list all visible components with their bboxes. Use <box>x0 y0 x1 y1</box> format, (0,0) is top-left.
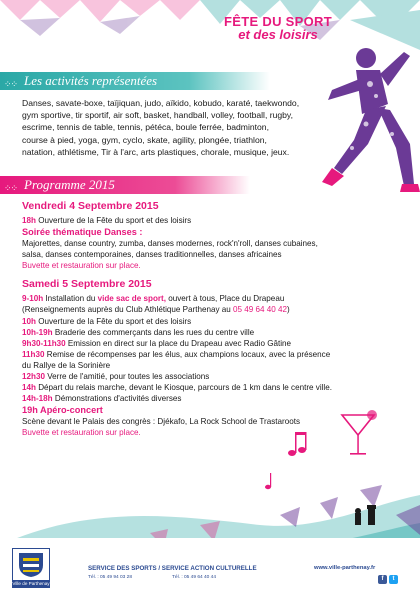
time-label: 14h <box>22 383 36 393</box>
apero-label: Apéro-concert <box>37 405 103 416</box>
phone-sports: Tél. : 05 49 94 03 28 <box>88 575 133 580</box>
friday-title: Vendredi 4 Septembre 2015 <box>22 200 159 212</box>
activities-line: Danses, savate-boxe, taïjiquan, judo, aïkido, kobudo, karaté, taekwondo, <box>22 98 300 108</box>
info-phone: 05 49 64 40 42 <box>233 305 288 315</box>
vide-sac-highlight: vide sac de sport, <box>97 294 166 304</box>
time-label: 14h-18h <box>22 394 53 404</box>
phone-culture: Tél. : 05 49 64 40 44 <box>172 575 217 580</box>
rallye-line: du Rallye de la Sorinière <box>22 360 111 370</box>
twitter-icon[interactable]: t <box>389 575 398 584</box>
schedule-item <box>22 316 402 327</box>
city-crest-icon <box>13 549 49 579</box>
dots-icon: ⁘⁘ <box>4 183 18 193</box>
activities-heading-text: Les activités représentées <box>24 73 158 88</box>
saturday-title: Samedi 5 Septembre 2015 <box>22 278 152 291</box>
schedule-item <box>22 327 402 338</box>
cocktail-icon <box>342 410 377 455</box>
event-text: Démonstrations d'activités diverses <box>52 394 182 404</box>
schedule-item <box>22 338 402 349</box>
program-heading <box>0 176 250 194</box>
event-logo-line2: et des loisirs <box>238 27 318 42</box>
time-label: 9h30-11h30 <box>22 338 66 348</box>
activities-list <box>22 97 334 158</box>
facebook-icon[interactable]: f <box>378 575 387 584</box>
event-logo-line1: FÊTE DU SPORT <box>224 14 332 29</box>
music-note-icon <box>265 473 271 489</box>
activities-line: escrime, tennis de table, tennis, pétéca, boule ferrée, badminton, <box>22 122 269 133</box>
dots-icon: ⁘⁘ <box>4 79 18 89</box>
website-link[interactable]: www.ville-parthenay.fr <box>314 565 376 571</box>
time-label: 9-10h <box>22 294 44 304</box>
service-name: SERVICE DES SPORTS / SERVICE ACTION CULTURELLE <box>88 565 257 572</box>
music-note-icon <box>288 432 307 456</box>
event-text: Ouverture de la Fête du sport et des loisirs <box>35 316 192 326</box>
activities-heading <box>0 72 270 90</box>
friday-opening <box>22 215 402 226</box>
schedule-item <box>22 371 402 382</box>
info-line <box>22 304 402 315</box>
time-label: 10h-19h <box>22 327 53 337</box>
schedule-item <box>22 382 402 393</box>
event-text: Emission en direct sur la place du Drapeau avec Radio Gâtine <box>65 338 292 348</box>
time-label: 10h <box>22 316 36 326</box>
event-text: Verre de l'amitié, pour toutes les associations <box>44 372 210 382</box>
program-heading-text: Programme 2015 <box>24 177 115 192</box>
city-logo-label: Ville de Parthenay <box>12 581 50 586</box>
concert-line: Scène devant le Palais des congrès : Djékafo, La Rock School de Trastaroots <box>22 417 301 427</box>
soiree-title: Soirée thématique Danses : <box>22 227 143 238</box>
friday-buvette: Buvette et restauration sur place. <box>22 261 141 271</box>
activities-line: gym sportive, tir sportif, air soft, basket, handball, volley, football, rugby, <box>22 110 293 121</box>
saturday-buvette: Buvette et restauration sur place. <box>22 428 141 438</box>
event-text: Remise de récompenses par les élus, aux champions locaux, avec la présence <box>44 349 331 359</box>
event-text: Ouverture de la Fête du sport et des loisirs <box>35 216 192 225</box>
time-label: 12h30 <box>22 372 45 382</box>
time-label: 18h <box>22 216 36 225</box>
event-text: ouvert à tous, Place du Drapeau <box>165 294 285 304</box>
time-label: 19h <box>22 405 38 416</box>
time-label: 11h30 <box>22 349 45 359</box>
event-logo <box>208 14 348 42</box>
schedule-item <box>22 349 402 360</box>
dance-line: Majorettes, danse country, zumba, danses modernes, rock'n'roll, danses cubaines, <box>22 239 318 249</box>
event-text: Départ du relais marche, devant le Kiosque, parcours de 1 km dans le centre ville. <box>35 383 332 393</box>
activities-line: course à pied, yoga, gym, cyclo, skate, agility, plongée, triathlon, <box>22 134 267 145</box>
event-text: (Renseignements auprès du Club Athlétique Parthenay au <box>22 305 234 315</box>
activities-line: natation, athlétisme, Tir à l'arc, arts plastiques, chorale, musique, jeux. <box>22 146 290 157</box>
dance-line: salsa, danses contemporaines, danses traditionnelles, danses africaines <box>22 250 282 260</box>
event-text: Braderie des commerçants dans les rues du centre ville <box>52 327 255 337</box>
event-text: ) <box>287 305 290 315</box>
vide-sac-line <box>22 293 402 304</box>
event-text: Installation du <box>43 294 98 304</box>
